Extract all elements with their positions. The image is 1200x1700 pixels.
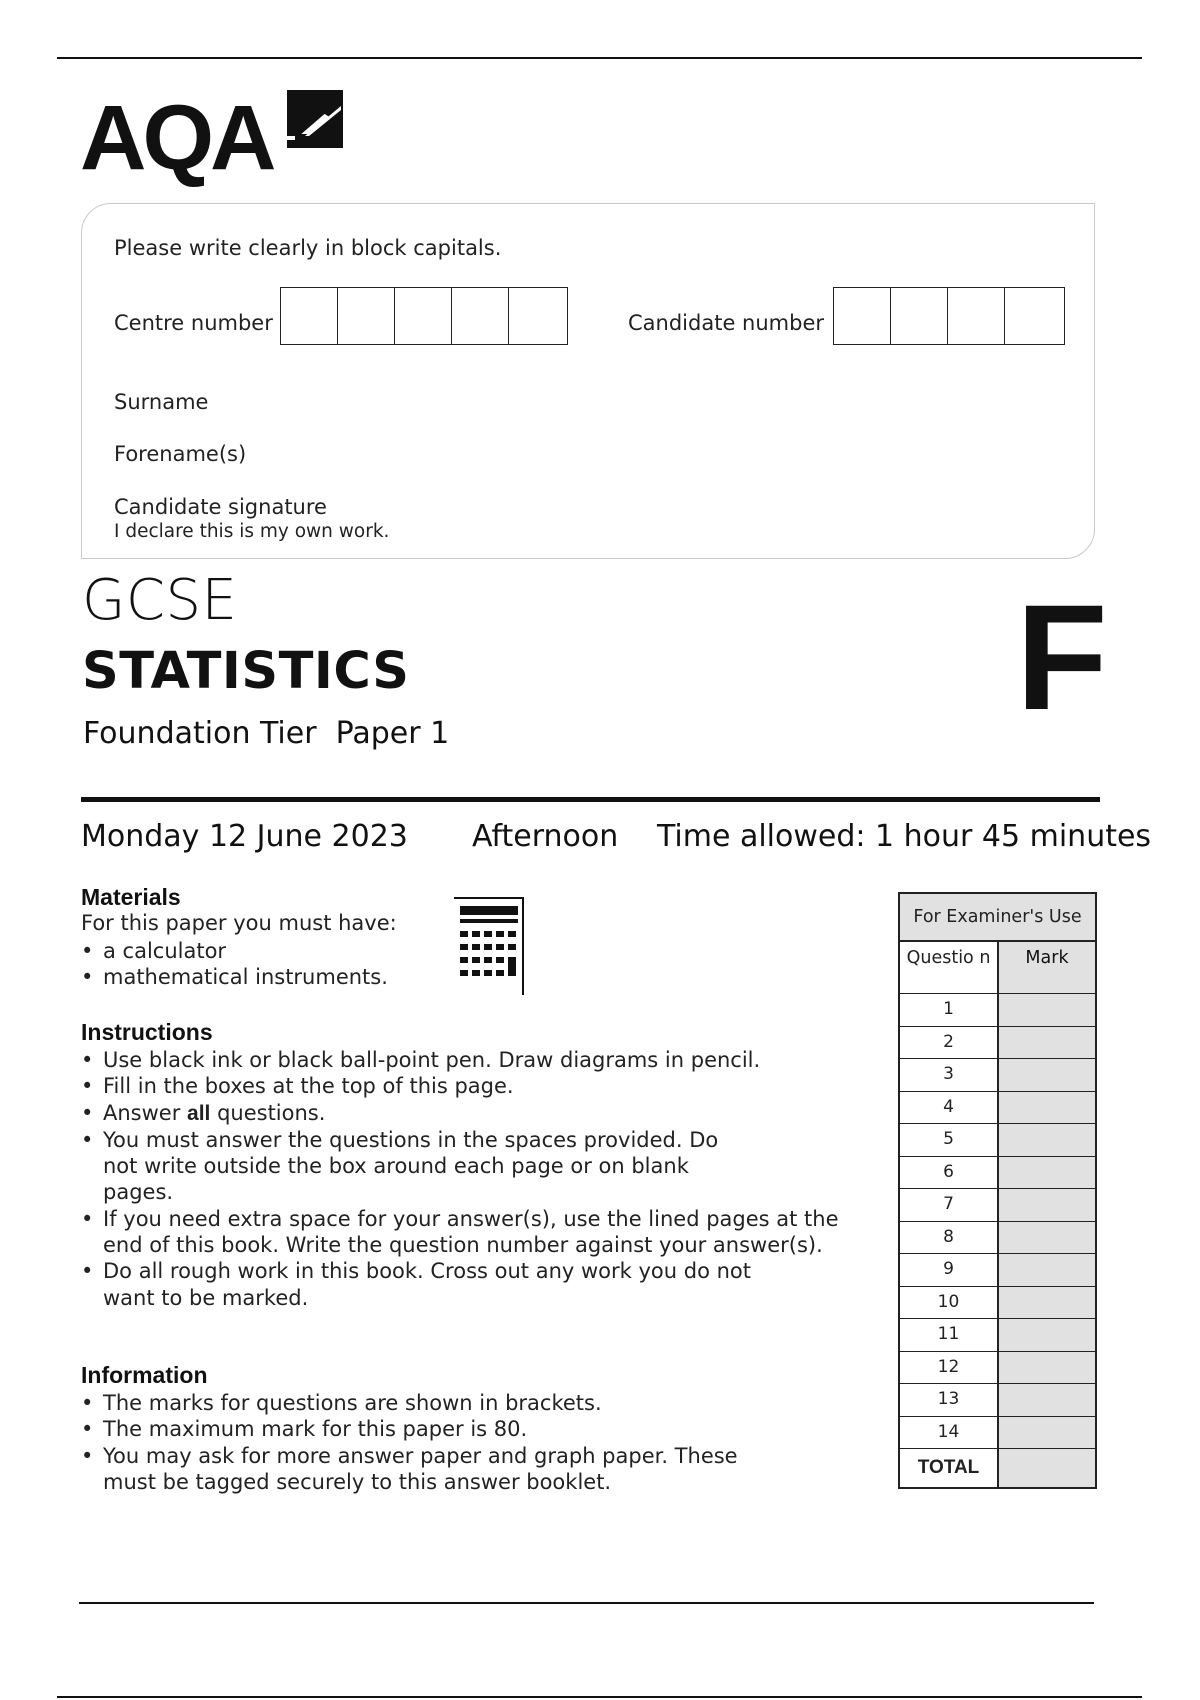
question-number-cell: 10 [900,1287,999,1319]
candidate-number-label: Candidate number [628,311,824,335]
surname-label: Surname [114,390,209,414]
examiner-table-heading: For Examiner's Use [900,894,1095,942]
table-row [900,1124,1095,1157]
list-item: • You may ask for more answer paper and graph paper. These must be tagged securely to this answer booklet. [81,1443,793,1496]
centre-number-digit[interactable] [509,288,566,344]
qualification-title: GCSE [82,568,238,633]
question-column-header: Questio n [900,942,999,993]
question-number-cell: 14 [900,1417,999,1449]
materials-heading: Materials [81,884,181,910]
candidate-number-digit[interactable] [834,288,891,344]
candidate-number-digit[interactable] [948,288,1005,344]
list-item: • mathematical instruments. [81,964,461,990]
examiner-table-header-row [900,942,1095,994]
question-number-cell: 4 [900,1092,999,1124]
information-heading: Information [81,1362,208,1388]
table-row [900,1352,1095,1385]
information-list [81,1390,801,1495]
list-item: • Do all rough work in this book. Cross out any work you do not want to be marked. [81,1258,783,1311]
exam-date: Monday 12 June 2023 [81,819,408,854]
table-row [900,1417,1095,1449]
centre-number-label: Centre number [114,311,273,335]
candidate-number-boxes[interactable] [833,287,1065,345]
table-row [900,1092,1095,1125]
mark-cell [999,1189,1095,1221]
declaration-text: I declare this is my own work. [114,521,390,542]
table-row [900,1027,1095,1060]
question-number-cell: 1 [900,994,999,1026]
candidate-number-digit[interactable] [891,288,948,344]
table-row [900,1384,1095,1417]
tier-letter: F [1016,573,1108,741]
list-item: • a calculator [81,938,461,964]
total-row [900,1448,1095,1487]
question-number-cell: 12 [900,1352,999,1384]
list-item: • Answer all questions. [81,1100,851,1127]
centre-number-digit[interactable] [281,288,338,344]
question-number-cell: 5 [900,1124,999,1156]
mark-cell [999,1417,1095,1449]
mark-cell [999,1157,1095,1189]
table-row [900,1254,1095,1287]
instructions-list [81,1047,851,1311]
instructions-heading: Instructions [81,1019,213,1045]
table-row [900,1157,1095,1190]
mark-cell [999,1287,1095,1319]
centre-number-digit[interactable] [338,288,395,344]
aqa-logo: AQA [80,87,273,189]
tier-paper-title: Foundation Tier Paper 1 [83,716,450,751]
mark-column-header: Mark [999,942,1095,993]
question-number-cell: 13 [900,1384,999,1416]
candidate-signature-label: Candidate signature [114,495,327,519]
aqa-logo-mark-icon [287,90,343,148]
footer-rule [57,1696,1142,1698]
question-number-cell: 2 [900,1027,999,1059]
mark-cell [999,1222,1095,1254]
table-row [900,1222,1095,1255]
time-allowed: Time allowed: 1 hour 45 minutes [657,819,1152,854]
mark-cell [999,1319,1095,1351]
exam-session: Afternoon [472,819,619,854]
question-number-cell: 8 [900,1222,999,1254]
list-item: • If you need extra space for your answer(s), use the lined pages at the end of this book. Write the question number against your answer(s). [81,1206,843,1259]
list-item: • You must answer the questions in the spaces provided. Do not write outside the box around each page or on blank pages. [81,1127,753,1206]
subject-title: STATISTICS [82,642,410,701]
examiner-table-body [900,994,1095,1448]
block-capitals-instruction: Please write clearly in block capitals. [114,236,502,260]
centre-number-digit[interactable] [452,288,509,344]
mark-cell [999,1254,1095,1286]
mark-cell [999,1059,1095,1091]
list-item: • Fill in the boxes at the top of this page. [81,1073,851,1099]
forenames-label: Forename(s) [114,442,247,466]
bottom-rule [79,1602,1094,1604]
mark-cell [999,1352,1095,1384]
total-mark-cell [999,1449,1095,1487]
mark-cell [999,994,1095,1026]
top-rule [57,57,1142,59]
list-item: • The marks for questions are shown in brackets. [81,1390,801,1416]
table-row [900,1059,1095,1092]
mark-cell [999,1124,1095,1156]
table-row [900,1189,1095,1222]
list-item: • Use black ink or black ball-point pen. Draw diagrams in pencil. [81,1047,851,1073]
centre-number-digit[interactable] [395,288,452,344]
calculator-icon [454,897,524,995]
question-number-cell: 11 [900,1319,999,1351]
centre-number-boxes[interactable] [280,287,568,345]
question-number-cell: 3 [900,1059,999,1091]
question-number-cell: 9 [900,1254,999,1286]
materials-intro: For this paper you must have: [81,911,397,935]
question-number-cell: 7 [900,1189,999,1221]
mark-cell [999,1027,1095,1059]
table-row [900,994,1095,1027]
mark-cell [999,1384,1095,1416]
materials-list [81,938,461,991]
total-label: TOTAL [900,1449,999,1487]
examiner-use-table [898,892,1097,1489]
list-item: • The maximum mark for this paper is 80. [81,1416,801,1442]
title-rule [81,797,1100,802]
mark-cell [999,1092,1095,1124]
table-row [900,1287,1095,1320]
candidate-number-digit[interactable] [1005,288,1062,344]
question-number-cell: 6 [900,1157,999,1189]
table-row [900,1319,1095,1352]
